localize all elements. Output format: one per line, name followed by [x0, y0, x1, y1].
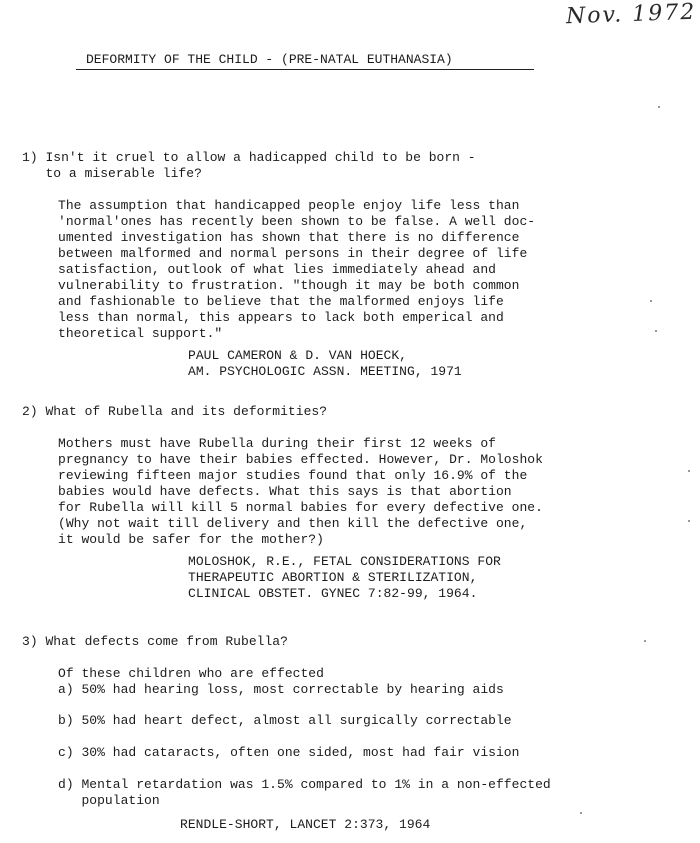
answer-2-line: pregnancy to have their babies effected. However, Dr. Moloshok: [58, 452, 543, 467]
answer-3-intro: Of these children who are effected: [58, 666, 324, 681]
scan-speck: [688, 520, 690, 522]
scan-speck: [688, 470, 690, 472]
citation-2-line-1: MOLOSHOK, R.E., FETAL CONSIDERATIONS FOR: [188, 554, 501, 569]
answer-1-line: The assumption that handicapped people enjoy life less than: [58, 198, 520, 213]
citation-1-line-2: AM. PSYCHOLOGIC ASSN. MEETING, 1971: [188, 364, 462, 379]
answer-1-line: between malformed and normal persons in their degree of life: [58, 246, 528, 261]
answer-1-line: theoretical support.": [58, 326, 223, 341]
scan-speck: [650, 300, 652, 302]
answer-1-line: satisfaction, outlook of what lies immediately ahead and: [58, 262, 496, 277]
answer-2-line: for Rubella will kill 5 normal babies for every defective one.: [58, 500, 543, 515]
answer-2-line: it would be safer for the mother?): [58, 532, 324, 547]
answer-1-line: umented investigation has shown that there is no difference: [58, 230, 520, 245]
scan-speck: [655, 330, 657, 332]
citation-2-line-2: THERAPEUTIC ABORTION & STERILIZATION,: [188, 570, 478, 585]
answer-1-line: 'normal'ones has recently been shown to be false. A well doc-: [58, 214, 536, 229]
question-2-line-1: 2) What of Rubella and its deformities?: [22, 404, 328, 419]
title-underline: [76, 69, 534, 70]
answer-2-line: Mothers must have Rubella during their first 12 weeks of: [58, 436, 496, 451]
list-item-b: b) 50% had heart defect, almost all surgically correctable: [58, 713, 512, 728]
handwritten-date-note: Nov. 1972: [565, 0, 697, 30]
list-item-d-line-1: d) Mental retardation was 1.5% compared to 1% in a non-effected: [58, 777, 551, 792]
citation-2-line-3: CLINICAL OBSTET. GYNEC 7:82-99, 1964.: [188, 586, 478, 601]
answer-1-line: less than normal, this appears to lack both emperical and: [58, 310, 504, 325]
citation-3-line-1: RENDLE-SHORT, LANCET 2:373, 1964: [180, 817, 431, 832]
list-item-c: c) 30% had cataracts, often one sided, most had fair vision: [58, 745, 520, 760]
answer-2-line: reviewing fifteen major studies found that only 16.9% of the: [58, 468, 528, 483]
answer-1-line: and fashionable to believe that the malformed enjoys life: [58, 294, 504, 309]
answer-1-line: vulnerability to frustration. "though it may be both common: [58, 278, 520, 293]
scan-speck: [644, 640, 646, 642]
list-item-a: a) 50% had hearing loss, most correctable by hearing aids: [58, 682, 504, 697]
answer-2-line: babies would have defects. What this says is that abortion: [58, 484, 512, 499]
document-title: DEFORMITY OF THE CHILD - (PRE-NATAL EUTHANASIA): [86, 52, 453, 67]
scan-speck: [580, 812, 582, 814]
question-1-line-1: 1) Isn't it cruel to allow a hadicapped child to be born -: [22, 150, 476, 165]
list-item-d-line-2: population: [58, 793, 160, 808]
answer-2-line: (Why not wait till delivery and then kill the defective one,: [58, 516, 528, 531]
scan-speck: [658, 106, 660, 108]
citation-1-line-1: PAUL CAMERON & D. VAN HOECK,: [188, 348, 407, 363]
question-3-line-1: 3) What defects come from Rubella?: [22, 634, 288, 649]
question-1-line-2: to a miserable life?: [22, 166, 202, 181]
